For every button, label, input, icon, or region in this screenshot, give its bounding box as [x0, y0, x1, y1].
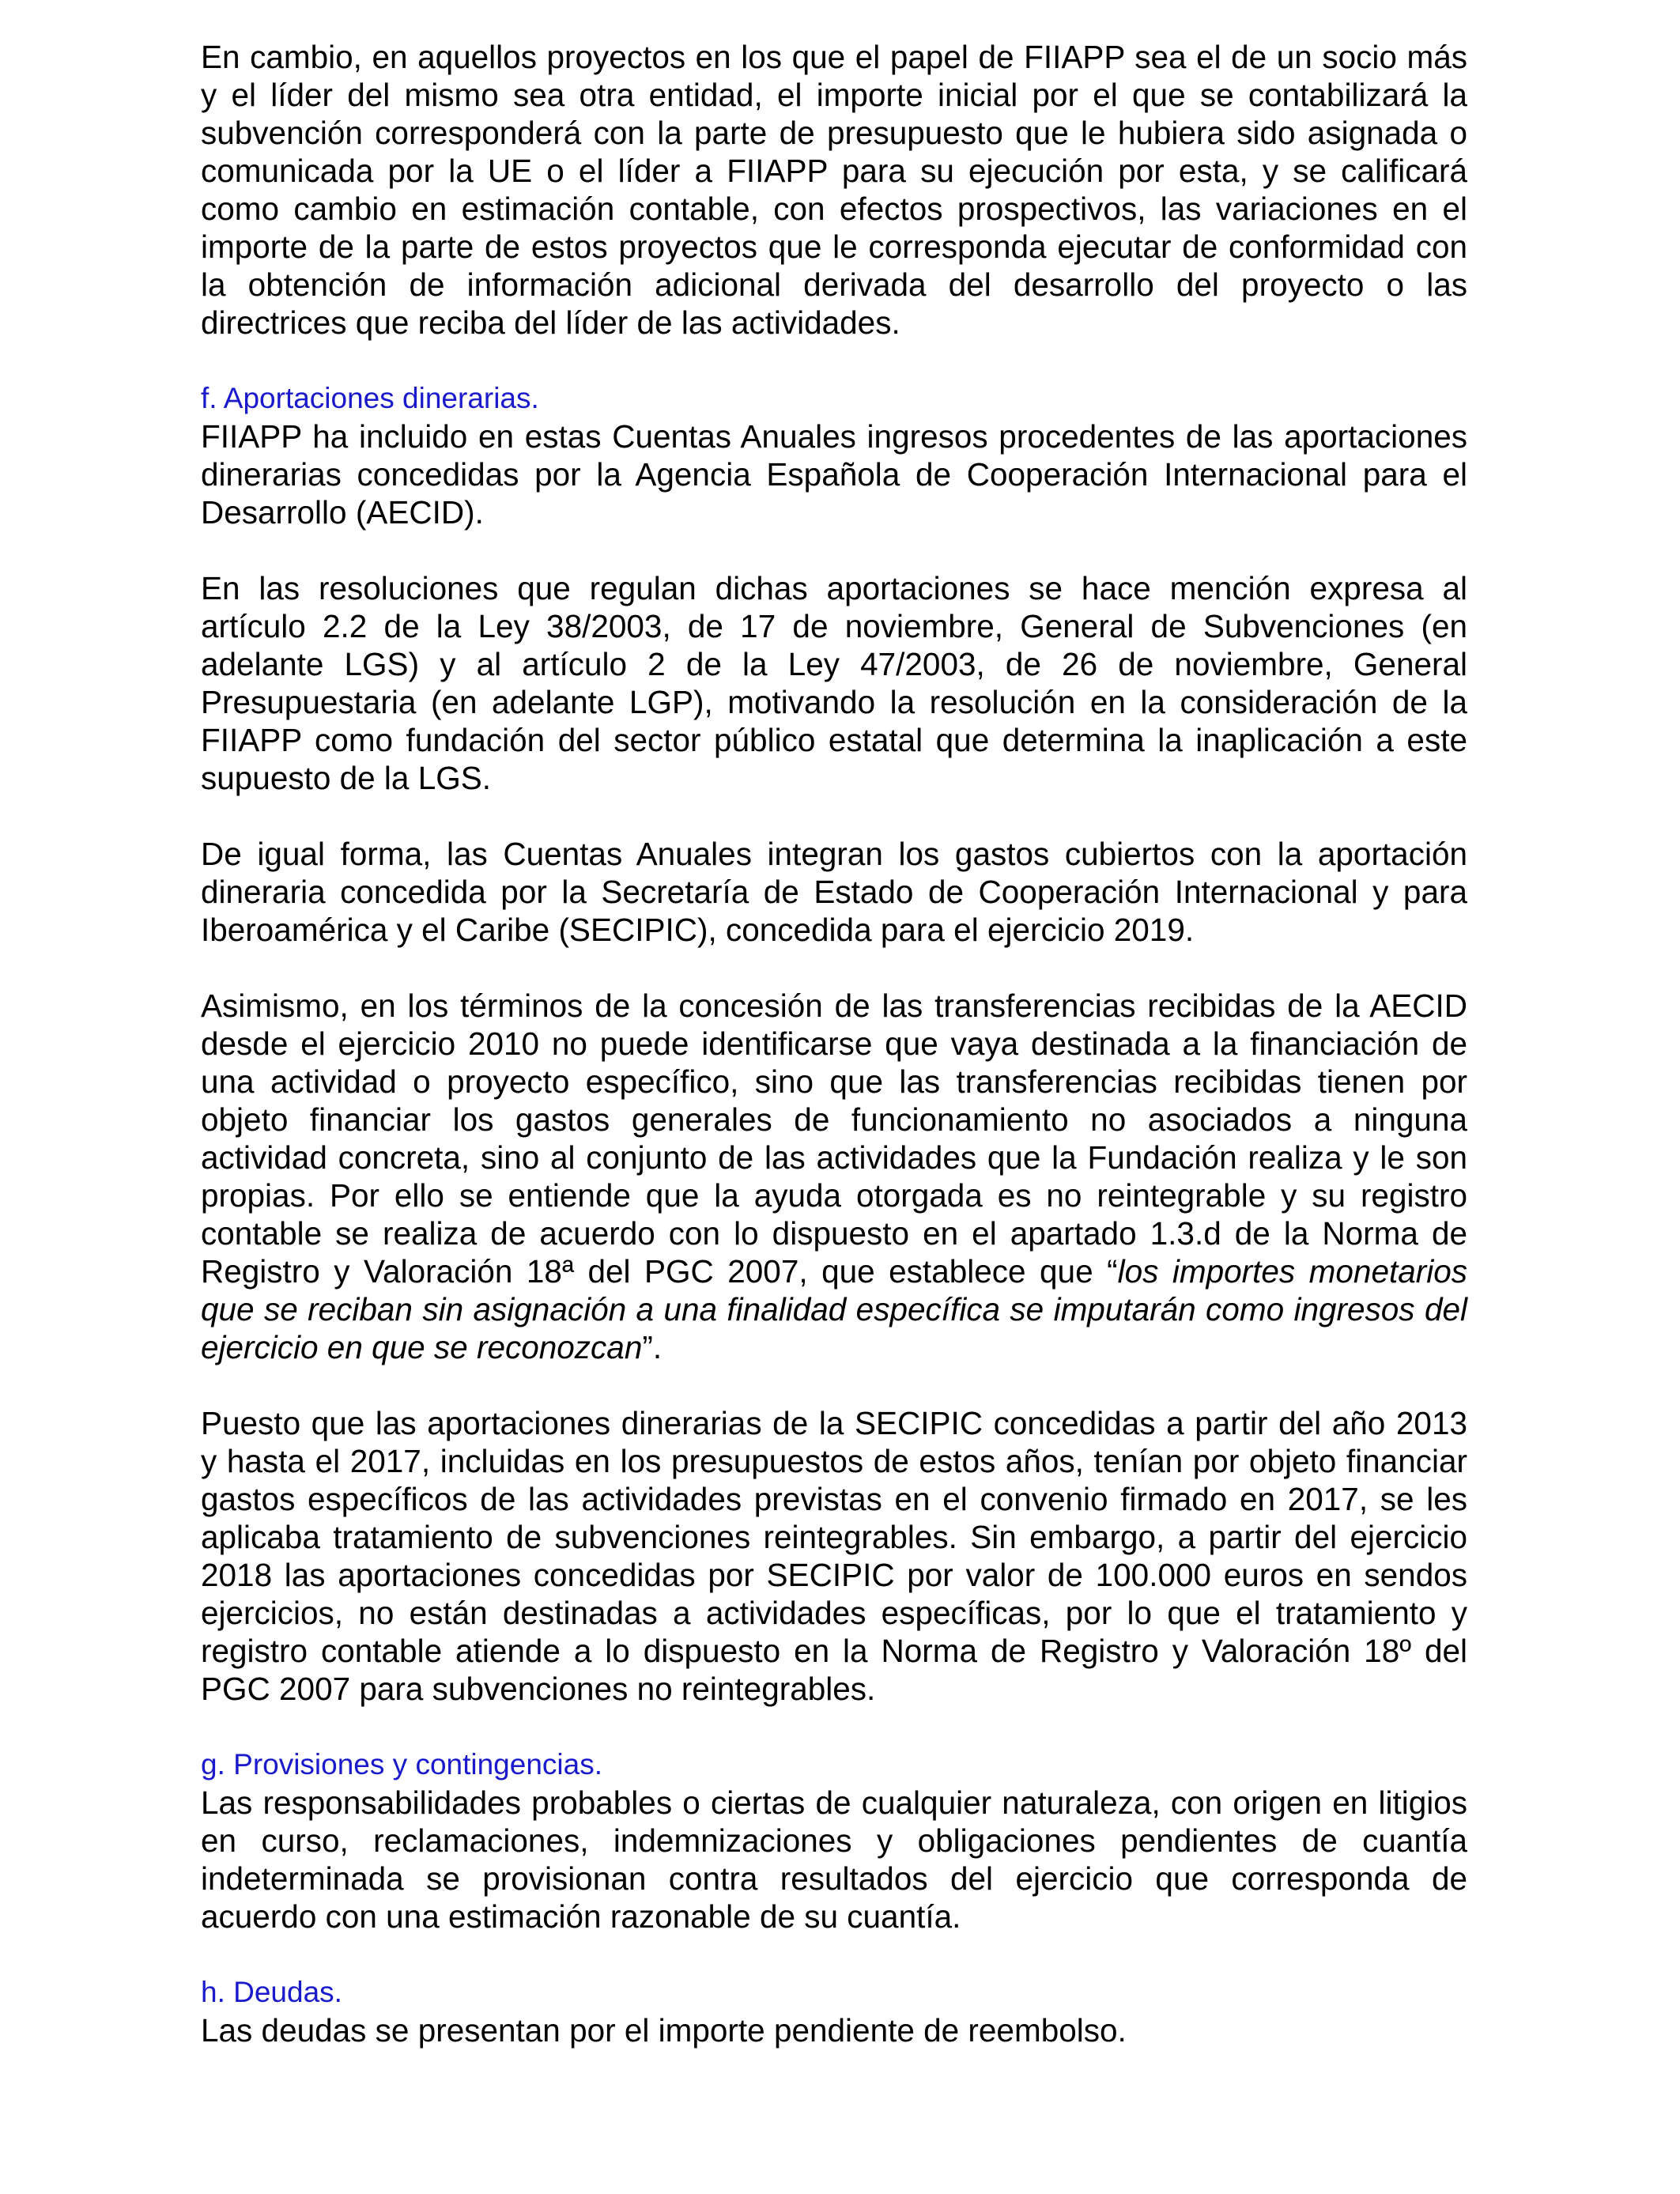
heading-aportaciones-dinerarias: f. Aportaciones dinerarias. [201, 382, 539, 414]
paragraph-resoluciones: En las resoluciones que regulan dichas aportaciones se hace mención expresa al artículo 2.2 de la Ley 38/2003, de 17 de noviembre, General de Subvenciones (en adelante LGS) y al artículo 2 de la Ley 47/2003, de 26 de noviembre, General Presupuestaria (en adelante LGP), motivando la resolución en la consideración de la FIIAPP como fundación del sector público estatal que determina la inaplicación a este supuesto de la LGS. [201, 570, 1467, 796]
paragraph-asimismo [201, 987, 1467, 1366]
spacer [201, 949, 1467, 987]
spacer [201, 1935, 1467, 1973]
spacer [201, 797, 1467, 835]
spacer [201, 342, 1467, 380]
heading-provisiones-contingencias: g. Provisiones y contingencias. [201, 1748, 602, 1781]
paragraph-asimismo-lead: Asimismo, en los términos de la concesión de las transferencias recibidas de la AECID desde el ejercicio 2010 no puede identificarse que vaya destinada a la financiación de una actividad o proyecto específico, sino que las transferencias recibidas tienen por objeto financiar los gastos generales de funcionamiento no asociados a ninguna actividad concreta, sino al conjunto de las actividades que la Fundación realiza y le son propias. Por ello se entiende que la ayuda otorgada es no reintegrable y su registro contable se realiza de acuerdo con lo dispuesto en el apartado 1.3.d de la Norma de Registro y Valoración 18ª del PGC 2007, que establece que “ [201, 987, 1467, 1290]
paragraph-secipic-2019: De igual forma, las Cuentas Anuales integran los gastos cubiertos con la aportación dineraria concedida por la Secretaría de Estado de Cooperación Internacional y para Iberoamérica y el Caribe (SECIPIC), concedida para el ejercicio 2019. [201, 836, 1467, 948]
paragraph-responsabilidades: Las responsabilidades probables o ciertas de cualquier naturaleza, con origen en litigios en curso, reclamaciones, indemnizaciones y obligaciones pendientes de cuantía indeterminada se provisionan contra resultados del ejercicio que corresponda de acuerdo con una estimación razonable de su cuantía. [201, 1784, 1467, 1935]
heading-deudas: h. Deudas. [201, 1976, 342, 2008]
paragraph-asimismo-tail: ”. [642, 1329, 663, 1365]
paragraph-secipic-2013-2017: Puesto que las aportaciones dinerarias de la SECIPIC concedidas a partir del año 2013 y hasta el 2017, incluidas en los presupuestos de estos años, tenían por objeto financiar gastos específicos de las actividades previstas en el convenio firmado en 2017, se les aplicaba tratamiento de subvenciones reintegrables. Sin embargo, a partir del ejercicio 2018 las aportaciones concedidas por SECIPIC por valor de 100.000 euros en sendos ejercicios, no están destinadas a actividades específicas, por lo que el tratamiento y registro contable atiende a lo dispuesto en la Norma de Registro y Valoración 18º del PGC 2007 para subvenciones no reintegrables. [201, 1405, 1467, 1707]
paragraph-subvencion-socio: En cambio, en aquellos proyectos en los que el papel de FIIAPP sea el de un socio más y el líder del mismo sea otra entidad, el importe inicial por el que se contabilizará la subvención corresponderá con la parte de presupuesto que le hubiera sido asignada o comunicada por la UE o el líder a FIIAPP para su ejecución por esta, y se calificará como cambio en estimación contable, con efectos prospectivos, las variaciones en el importe de la parte de estos proyectos que le corresponda ejecutar de conformidad con la obtención de información adicional derivada del desarrollo del proyecto o las directrices que reciba del líder de las actividades. [201, 39, 1467, 341]
spacer [201, 531, 1467, 569]
quote-importes-monetarios: los importes monetarios que se reciban sin asignación a una finalidad específica se imputarán como ingresos del ejercicio en que se reconozcan [201, 1253, 1468, 1365]
document-page [201, 38, 1467, 2049]
paragraph-aecid-ingresos: FIIAPP ha incluido en estas Cuentas Anuales ingresos procedentes de las aportaciones dinerarias concedidas por la Agencia Española de Cooperación Internacional para el Desarrollo (AECID). [201, 418, 1467, 531]
spacer [201, 1708, 1467, 1746]
spacer [201, 1366, 1467, 1404]
paragraph-deudas: Las deudas se presentan por el importe pendiente de reembolso. [201, 2012, 1127, 2049]
